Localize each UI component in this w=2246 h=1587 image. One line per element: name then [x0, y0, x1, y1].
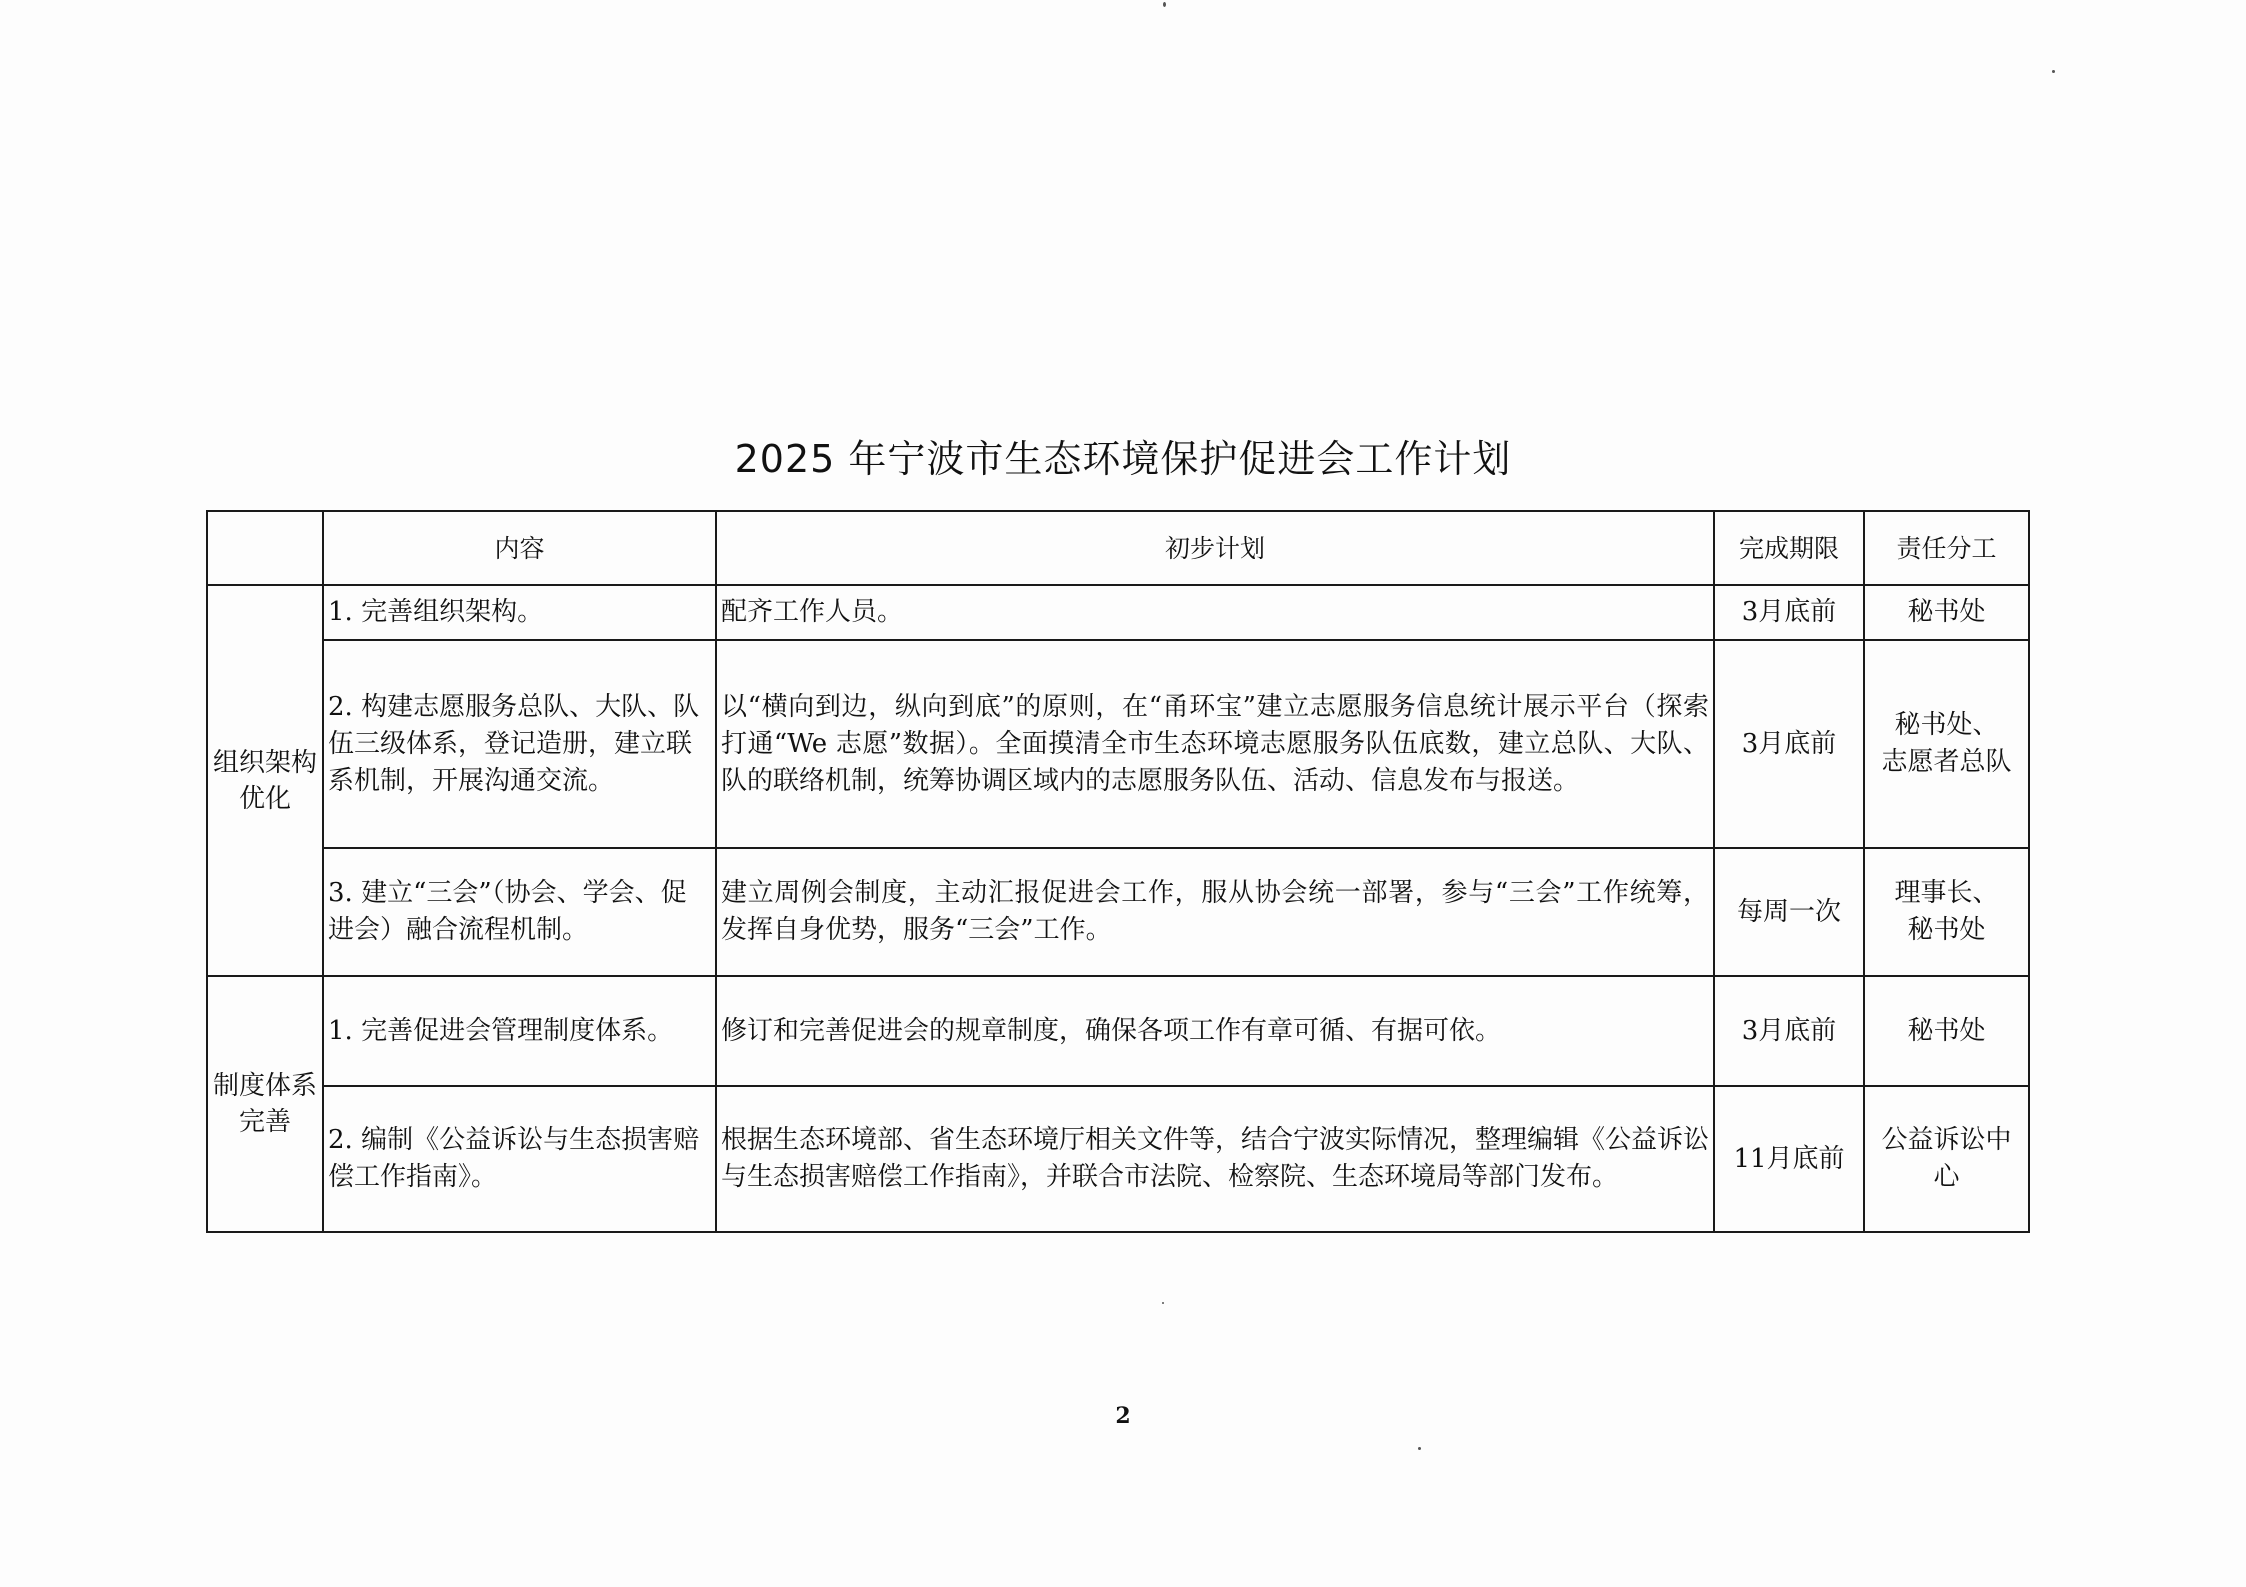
deadline-cell: 3月底前 — [1714, 976, 1864, 1086]
table-header-row — [207, 511, 2029, 585]
table-row — [207, 585, 2029, 640]
header-content: 内容 — [323, 511, 716, 585]
deadline-cell: 3月底前 — [1714, 585, 1864, 640]
header-deadline: 完成期限 — [1714, 511, 1864, 585]
plan-cell: 以“横向到边，纵向到底”的原则，在“甬环宝”建立志愿服务信息统计展示平台（探索打通“We 志愿”数据）。全面摸清全市生态环境志愿服务队伍底数，建立总队、大队、队的联络机制，统筹协调区域内的志愿服务队伍、活动、信息发布与报送。 — [716, 640, 1714, 848]
scan-speck — [1163, 2, 1166, 7]
scan-speck — [1418, 1447, 1421, 1450]
work-plan-table — [206, 510, 2030, 1233]
plan-cell: 根据生态环境部、省生态环境厅相关文件等，结合宁波实际情况，整理编辑《公益诉讼与生态损害赔偿工作指南》，并联合市法院、检察院、生态环境局等部门发布。 — [716, 1086, 1714, 1232]
document-title: 2025 年宁波市生态环境保护促进会工作计划 — [734, 437, 1512, 481]
deadline-cell: 每周一次 — [1714, 848, 1864, 976]
plan-cell: 修订和完善促进会的规章制度，确保各项工作有章可循、有据可依。 — [716, 976, 1714, 1086]
category-cell-system: 制度体系完善 — [207, 976, 323, 1232]
content-cell: 1. 完善组织架构。 — [323, 585, 716, 640]
content-cell: 3. 建立“三会”（协会、学会、促进会）融合流程机制。 — [323, 848, 716, 976]
owner-cell: 理事长、 秘书处 — [1864, 848, 2029, 976]
content-cell: 2. 编制《公益诉讼与生态损害赔偿工作指南》。 — [323, 1086, 716, 1232]
deadline-cell: 3月底前 — [1714, 640, 1864, 848]
header-category — [207, 511, 323, 585]
scan-speck — [2052, 70, 2055, 73]
header-plan: 初步计划 — [716, 511, 1714, 585]
owner-cell: 公益诉讼中心 — [1864, 1086, 2029, 1232]
table-row — [207, 976, 2029, 1086]
table-row — [207, 1086, 2029, 1232]
table-row — [207, 848, 2029, 976]
table-row — [207, 640, 2029, 848]
deadline-cell: 11月底前 — [1714, 1086, 1864, 1232]
content-cell: 2. 构建志愿服务总队、大队、队伍三级体系，登记造册，建立联系机制，开展沟通交流。 — [323, 640, 716, 848]
owner-cell: 秘书处、 志愿者总队 — [1864, 640, 2029, 848]
page-number: 2 — [1115, 1403, 1131, 1429]
content-cell: 1. 完善促进会管理制度体系。 — [323, 976, 716, 1086]
header-owner: 责任分工 — [1864, 511, 2029, 585]
category-cell-organization: 组织架构优化 — [207, 585, 323, 976]
owner-cell: 秘书处 — [1864, 976, 2029, 1086]
plan-cell: 配齐工作人员。 — [716, 585, 1714, 640]
scan-speck — [1162, 1302, 1164, 1304]
owner-cell: 秘书处 — [1864, 585, 2029, 640]
plan-cell: 建立周例会制度，主动汇报促进会工作，服从协会统一部署，参与“三会”工作统筹，发挥自身优势，服务“三会”工作。 — [716, 848, 1714, 976]
